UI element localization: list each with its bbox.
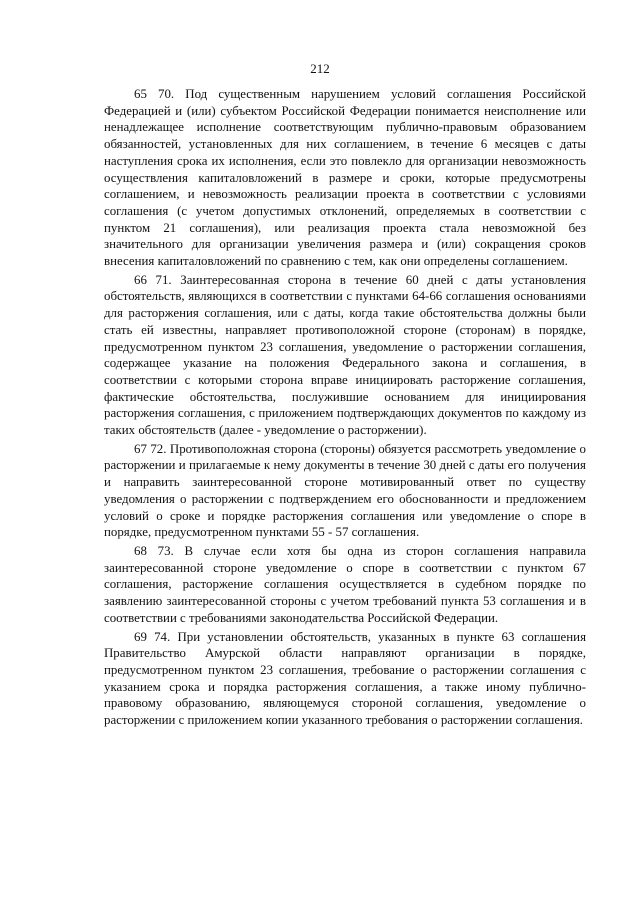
paragraph-73: 68 73. В случае если хотя бы одна из сторон соглашения направила заинтересованной стороне уведомление о споре в соответствии с пунктом 67 соглашения, расторжение соглашения осуществляется в судебном порядке по заявлению заинтересованной стороны с учетом требований пункта 53 соглашения и в соответствии с требованиями законодательства Российской Федерации. <box>104 543 586 625</box>
paragraph-74: 69 74. При установлении обстоятельств, указанных в пункте 63 соглашения Правительство Амурской области направляют организации в порядке, предусмотренном пунктом 23 соглашения, требование о расторжении соглашения с указанием срока и порядка расторжения соглашения, а также иному публично-правовому образованию, являющемуся стороной соглашения, уведомление о расторжении с приложением копии указанного требования о расторжении соглашения. <box>104 629 586 728</box>
paragraph-72: 67 72. Противоположная сторона (стороны) обязуется рассмотреть уведомление о расторжении и прилагаемые к нему документы в течение 30 дней с даты его получения и направить заинтересованной стороне мотивированный ответ по существу уведомления о расторжении с подтверждением его обоснованности и предложением условий о сроке и порядке расторжения соглашения или уведомление о споре в порядке, предусмотренном пунктами 55 - 57 соглашения. <box>104 441 586 540</box>
document-body <box>104 86 586 731</box>
paragraph-70: 65 70. Под существенным нарушением условий соглашения Российской Федерацией и (или) субъектом Российской Федерации понимается неисполнение или ненадлежащее исполнение соответствующим публично-правовым образованием обязанностей, установленных для них соглашением, в течение 6 месяцев с даты наступления срока их исполнения, если это повлекло для организации невозможность осуществления капиталовложений в размере и сроки, которые предусмотрены соглашением, и невозможность реализации проекта в соответствии с условиями соглашения (с учетом допустимых отклонений, определяемых в соответствии с пунктом 21 соглашения), или реализация проекта стала невозможной без значительного для организации увеличения размера и (или) сокращения сроков внесения капиталовложений по сравнению с тем, как они определены соглашением. <box>104 87 586 269</box>
paragraph-71: 66 71. Заинтересованная сторона в течение 60 дней с даты установления обстоятельств, являющихся в соответствии с пунктами 64-66 соглашения основаниями для расторжения соглашения, или с даты, когда такие обстоятельства должны были стать ей известны, направляет противоположной стороне (сторонам) в порядке, предусмотренном пунктом 23 соглашения, уведомление о расторжении соглашения, содержащее указание на положения Федерального закона и соглашения, в соответствии с которыми сторона вправе инициировать расторжение соглашения, фактические обстоятельства, послужившие основанием для инициирования расторжения соглашения, с приложением подтверждающих документов по каждому из таких обстоятельств (далее - уведомление о расторжении). <box>104 272 586 438</box>
page-number: 212 <box>310 61 330 76</box>
